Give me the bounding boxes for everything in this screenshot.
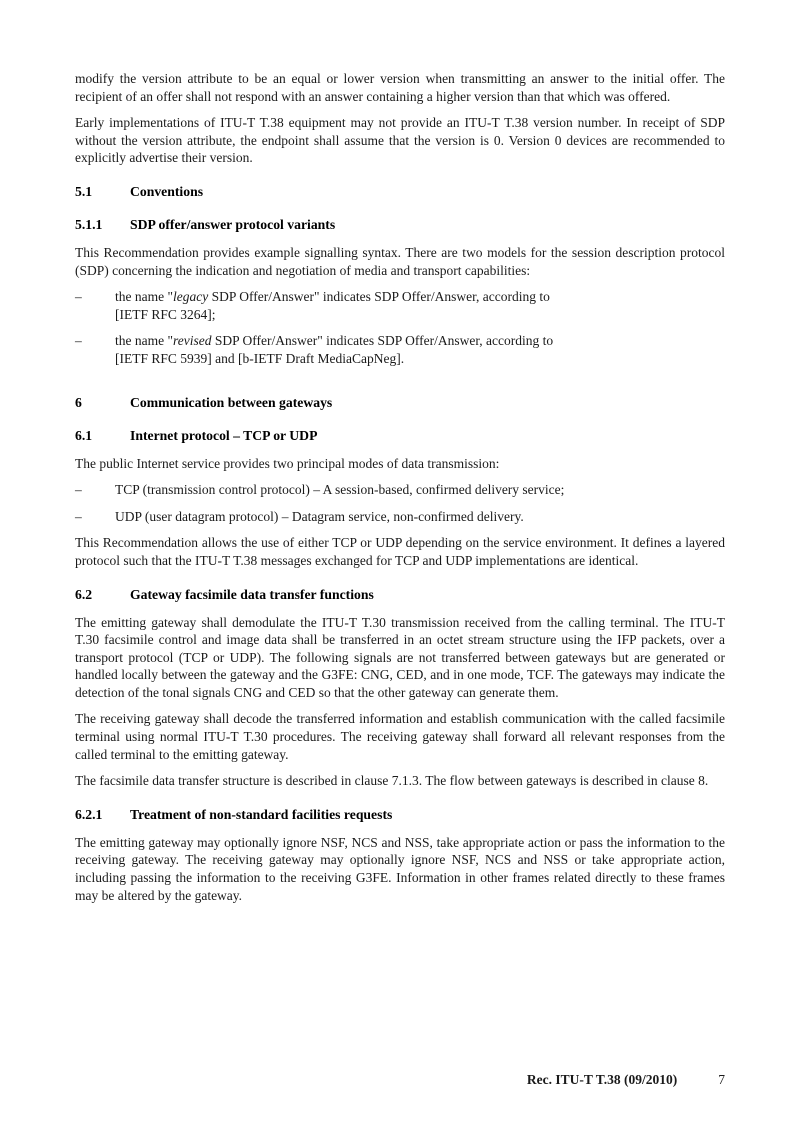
list-item-udp (75, 508, 725, 526)
page-footer (75, 1072, 725, 1088)
list-item-text: TCP (transmission control protocol) – A session-based, confirmed delivery service; (115, 482, 565, 498)
heading-number: 6.2.1 (75, 806, 103, 822)
paragraph-version-rules: modify the version attribute to be an equal or lower version when transmitting an answer to the initial offer. The recipient of an offer shall not respond with an answer containing a higher version than that which was offered. (75, 71, 725, 104)
heading-5-1 (75, 184, 725, 200)
text-segment: the name " (115, 333, 173, 349)
list-item-legacy-sdp (75, 288, 725, 323)
heading-6-2-1 (75, 807, 725, 823)
bullet-dash: – (75, 508, 82, 524)
text-segment: SDP Offer/Answer" indicates SDP Offer/Answer, according to (211, 333, 554, 349)
page-number: 7 (718, 1072, 725, 1087)
text-segment: the name " (115, 289, 173, 305)
list-item-tcp (75, 481, 725, 499)
paragraph-early-implementations: Early implementations of ITU-T T.38 equipment may not provide an ITU-T T.38 version number. In receipt of SDP without the version attribute, the endpoint shall assume that the version is 0. Version 0 devices are recommended to explicitly advertise their version. (75, 115, 725, 166)
heading-title: Internet protocol – TCP or UDP (130, 427, 318, 443)
heading-6 (75, 395, 725, 411)
italic-term: revised (173, 333, 212, 349)
italic-term: legacy (173, 289, 209, 305)
list-item-text (115, 332, 725, 367)
heading-5-1-1 (75, 217, 725, 233)
bullet-dash: – (75, 482, 82, 498)
paragraph-emitting-gateway: The emitting gateway shall demodulate the ITU-T T.30 transmission received from the calling terminal. The ITU-T T.30 facsimile control and image data shall be transferred in an octet stream structure using the IFP packets, over a transport protocol (TCP or UDP). The following signals are not transferred between gateways but are generated or handled locally between the gateway and the G3FE: CNG, CED, and in one mode, TCF. The gateways may indicate the detection of the tonal signals CNG and CED so that the other gateway can generate them. (75, 614, 725, 700)
citation-text: [IETF RFC 5939] and [b-IETF Draft MediaCapNeg]. (115, 350, 405, 366)
paragraph-structure-ref: The facsimile data transfer structure is described in clause 7.1.3. The flow between gateways is described in clause 8. (75, 773, 709, 789)
heading-6-1 (75, 428, 725, 444)
page-content (75, 70, 725, 913)
text-segment: SDP Offer/Answer" indicates SDP Offer/Answer, according to (208, 289, 550, 305)
heading-number: 6 (75, 394, 82, 410)
list-item-revised-sdp (75, 332, 725, 367)
citation-text: [IETF RFC 3264]; (115, 306, 216, 322)
bullet-dash: – (75, 333, 82, 349)
bullet-dash: – (75, 289, 82, 305)
paragraph-tcp-udp-choice: This Recommendation allows the use of either TCP or UDP depending on the service environment. It defines a layered protocol such that the ITU-T T.38 messages exchanged for TCP and UDP implementations are identical. (75, 535, 725, 568)
paragraph-sdp-models: This Recommendation provides example signalling syntax. There are two models for the session description protocol (SDP) concerning the indication and negotiation of media and transport capabilities: (75, 244, 725, 278)
heading-title: Gateway facsimile data transfer functions (130, 586, 374, 602)
list-item-text: UDP (user datagram protocol) – Datagram service, non-confirmed delivery. (115, 508, 524, 524)
paragraph-nsf-treatment: The emitting gateway may optionally ignore NSF, NCS and NSS, take appropriate action or pass the information to the receiving gateway. The receiving gateway may optionally ignore NSF, NCS and NSS or take appropriate action, including passing the information to the receiving G3FE. Information in other frames related directly to these frames may be altered by the gateway. (75, 834, 725, 903)
doc-reference: Rec. ITU-T T.38 (09/2010) (526, 1072, 678, 1087)
paragraph-receiving-gateway: The receiving gateway shall decode the transferred information and establish communication with the called facsimile terminal using normal ITU-T T.30 procedures. The receiving gateway shall forward all relevant responses from the called terminal to the emitting gateway. (75, 711, 725, 762)
heading-title: Conventions (130, 183, 204, 199)
heading-number: 6.1 (75, 427, 93, 443)
paragraph-internet-modes: The public Internet service provides two principal modes of data transmission: (75, 455, 500, 471)
list-item-text (115, 288, 725, 323)
heading-title: Communication between gateways (130, 394, 333, 410)
heading-title: SDP offer/answer protocol variants (130, 216, 336, 232)
heading-number: 5.1.1 (75, 216, 103, 232)
heading-6-2 (75, 587, 725, 603)
heading-number: 5.1 (75, 183, 93, 199)
heading-title: Treatment of non-standard facilities requests (130, 806, 393, 822)
heading-number: 6.2 (75, 586, 93, 602)
